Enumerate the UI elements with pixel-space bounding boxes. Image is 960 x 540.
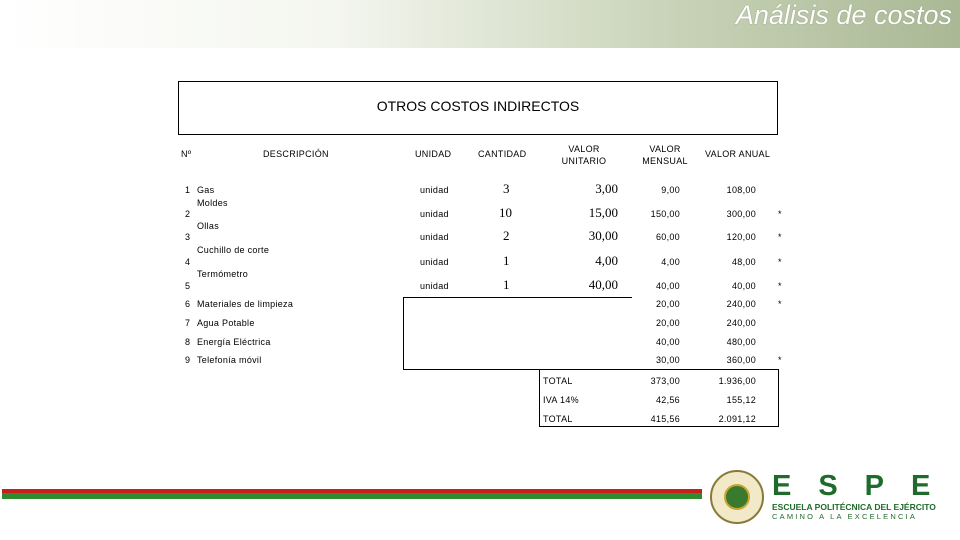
col-header-num: Nº xyxy=(181,149,192,159)
seal-emblem-icon xyxy=(724,484,750,510)
row-cantidad: 3 xyxy=(503,181,510,196)
row-num: 2 xyxy=(185,209,191,219)
col-header-descripcion: DESCRIPCIÓN xyxy=(263,149,329,159)
espe-subtitle: ESCUELA POLITÉCNICA DEL EJÉRCITO xyxy=(772,502,936,512)
row-descripcion: Termómetro xyxy=(197,269,249,279)
row-valor-mensual: 60,00 xyxy=(655,232,680,242)
row-valor-anual: 240,00 xyxy=(726,299,756,309)
row-valor-anual: 240,00 xyxy=(726,318,756,328)
iva-mensual: 42,56 xyxy=(655,395,680,405)
row-num: 8 xyxy=(185,337,191,347)
grid-line xyxy=(539,369,540,426)
row-valor-mensual: 4,00 xyxy=(661,257,680,267)
row-mark: * xyxy=(778,257,782,267)
row-cantidad: 1 xyxy=(503,253,510,268)
table-title: OTROS COSTOS INDIRECTOS xyxy=(376,98,580,114)
row-mark: * xyxy=(778,209,782,219)
grid-line xyxy=(539,369,779,370)
grid-line xyxy=(403,297,404,369)
row-mark: * xyxy=(778,281,782,291)
row-unidad: unidad xyxy=(420,209,449,219)
row-num: 1 xyxy=(185,185,191,195)
row-cantidad: 1 xyxy=(503,277,510,292)
row-num: 3 xyxy=(185,232,191,242)
row-valor-anual: 300,00 xyxy=(726,209,756,219)
row-num: 9 xyxy=(185,355,191,365)
row-num: 6 xyxy=(185,299,191,309)
row-descripcion: Agua Potable xyxy=(197,318,255,328)
grand-total-label: TOTAL xyxy=(543,414,573,424)
row-valor-unitario: 3,00 xyxy=(595,181,618,196)
row-unidad: unidad xyxy=(420,257,449,267)
row-descripcion: Moldes xyxy=(197,198,228,208)
row-valor-unitario: 15,00 xyxy=(588,205,618,220)
row-mark: * xyxy=(778,299,782,309)
row-descripcion: Cuchillo de corte xyxy=(197,245,270,255)
row-num: 4 xyxy=(185,257,191,267)
row-valor-anual: 120,00 xyxy=(726,232,756,242)
row-valor-anual: 480,00 xyxy=(726,337,756,347)
grid-line xyxy=(403,297,632,298)
total-anual: 1.936,00 xyxy=(718,376,756,386)
iva-anual: 155,12 xyxy=(726,395,756,405)
row-valor-mensual: 150,00 xyxy=(650,209,680,219)
row-unidad: unidad xyxy=(420,185,449,195)
col-header-valor-anual: VALOR ANUAL xyxy=(705,149,771,159)
row-descripcion: Ollas xyxy=(197,221,220,231)
total-label: TOTAL xyxy=(543,376,573,386)
grid-line xyxy=(778,369,779,426)
espe-tagline: CAMINO A LA EXCELENCIA xyxy=(772,512,918,521)
row-valor-unitario: 30,00 xyxy=(588,228,618,243)
row-num: 7 xyxy=(185,318,191,328)
university-seal-icon xyxy=(710,470,764,524)
row-unidad: unidad xyxy=(420,281,449,291)
footer-bar-green xyxy=(2,493,702,499)
row-descripcion: Gas xyxy=(197,185,215,195)
row-descripcion: Telefonía móvil xyxy=(197,355,262,365)
row-unidad: unidad xyxy=(420,232,449,242)
total-mensual: 373,00 xyxy=(650,376,680,386)
grand-total-anual: 2.091,12 xyxy=(718,414,756,424)
header-banner xyxy=(0,0,960,48)
row-cantidad: 10 xyxy=(499,205,512,220)
row-valor-mensual: 40,00 xyxy=(655,281,680,291)
row-valor-anual: 40,00 xyxy=(731,281,756,291)
row-num: 5 xyxy=(185,281,191,291)
iva-label: IVA 14% xyxy=(543,395,579,405)
row-valor-mensual: 9,00 xyxy=(661,185,680,195)
grand-total-mensual: 415,56 xyxy=(650,414,680,424)
row-valor-mensual: 20,00 xyxy=(655,318,680,328)
row-mark: * xyxy=(778,355,782,365)
row-valor-mensual: 30,00 xyxy=(655,355,680,365)
espe-logo-text: ESPE xyxy=(772,470,958,502)
page-title: Análisis de costos xyxy=(735,0,952,30)
col-header-valor-unitario: VALOR UNITARIO xyxy=(561,144,607,166)
col-header-unidad: UNIDAD xyxy=(415,149,452,159)
row-descripcion: Materiales de limpieza xyxy=(197,299,294,309)
row-valor-mensual: 40,00 xyxy=(655,337,680,347)
row-mark: * xyxy=(778,232,782,242)
row-valor-anual: 360,00 xyxy=(726,355,756,365)
col-header-valor-mensual: VALOR MENSUAL xyxy=(642,144,688,166)
row-cantidad: 2 xyxy=(503,228,510,243)
row-descripcion: Energía Eléctrica xyxy=(197,337,271,347)
row-valor-mensual: 20,00 xyxy=(655,299,680,309)
row-valor-unitario: 40,00 xyxy=(588,277,618,292)
row-valor-anual: 108,00 xyxy=(726,185,756,195)
col-header-cantidad: CANTIDAD xyxy=(478,149,527,159)
row-valor-unitario: 4,00 xyxy=(595,253,618,268)
row-valor-anual: 48,00 xyxy=(731,257,756,267)
grid-line xyxy=(539,426,779,427)
